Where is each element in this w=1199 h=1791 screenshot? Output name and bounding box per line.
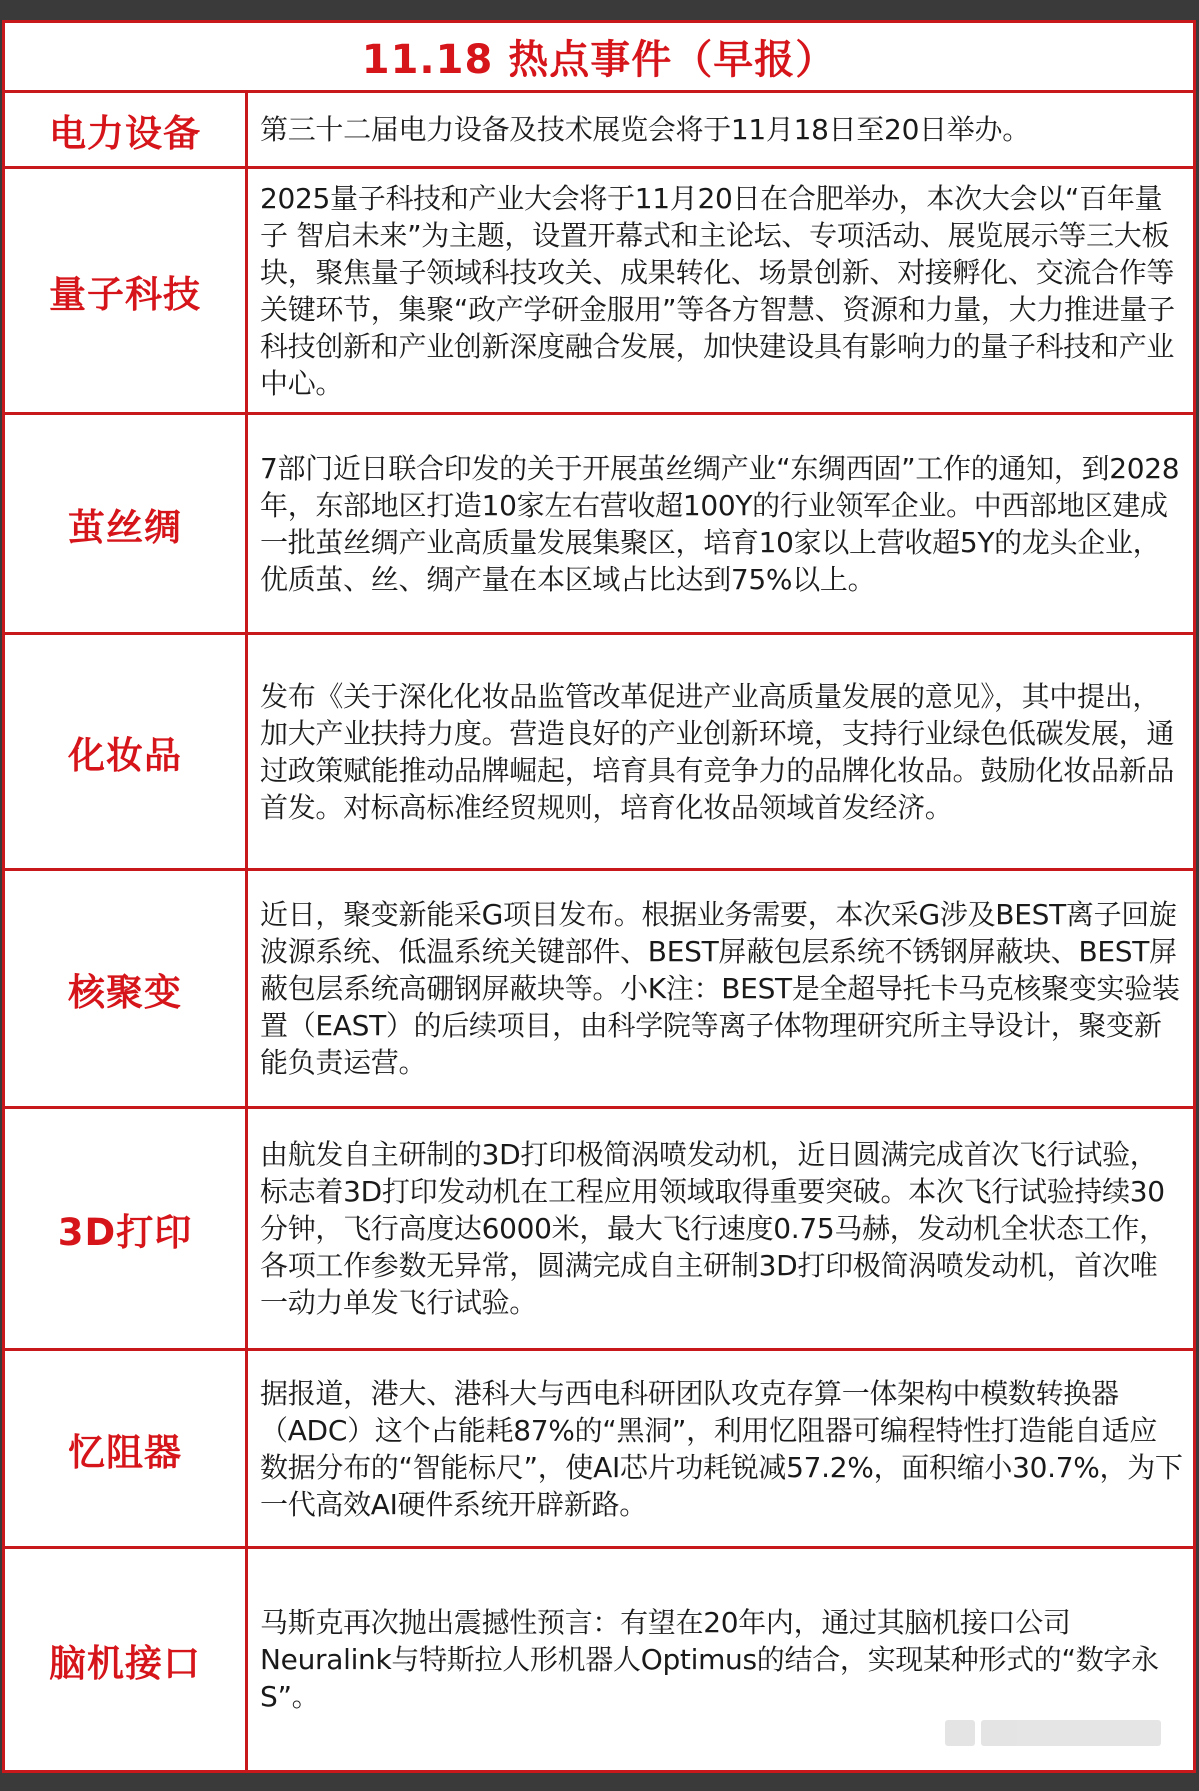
table-row [5,1109,1193,1351]
description-cell [248,635,1193,868]
description-text: 第三十二届电力设备及技术展览会将于11月18日至20日举办。 [260,113,1030,146]
category-cell [5,93,248,166]
description-cell [248,415,1193,632]
category-cell [5,1109,248,1348]
title-row [5,23,1193,93]
category-cell [5,871,248,1106]
category-cell [5,1549,248,1770]
page-title: 11.18 热点事件（早报） [361,37,837,83]
category-label: 化妆品 [68,733,182,777]
description-text: 2025量子科技和产业大会将于11月20日在合肥举办，本次大会以“百年量子 智启未来”为主题，设置开幕式和主论坛、专项活动、展览展示等三大板块，聚焦量子领域科技攻关、成果转化、场景创新、对接孵化、交流合作等关键环节，集聚“政产学研金服用”等各方智慧、资源和力量，大力推进量子科技创新和产业创新深度融合发展，加快建设具有影响力的量子科技和产业中心。 [260,181,1175,400]
description-text: 7部门近日联合印发的关于开展茧丝绸产业“东绸西固”工作的通知，到2028年，东部地区打造10家左右营收超100Y的行业领军企业。中西部地区建成一批茧丝绸产业高质量发展集聚区，培育10家以上营收超5Y的龙头企业，优质茧、丝、绸产量在本区域占比达到75%以上。 [260,451,1180,596]
description-cell [248,93,1193,166]
description-text: 由航发自主研制的3D打印极简涡喷发动机，近日圆满完成首次飞行试验，标志着3D打印发动机在工程应用领域取得重要突破。本次飞行试验持续30分钟，飞行高度达6000米，最大飞行速度0.75马赫，发动机全状态工作，各项工作参数无异常，圆满完成自主研制3D打印极简涡喷发动机，首次唯一动力单发飞行试验。 [260,1138,1167,1319]
category-label: 核聚变 [68,970,182,1014]
description-text: 据报道，港大、港科大与西电科研团队攻克存算一体架构中模数转换器（ADC）这个占能耗87%的“黑洞”，利用忆阻器可编程特性打造能自适应数据分布的“智能标尺”，使AI芯片功耗锐减57.2%，面积缩小30.7%，为下一代高效AI硬件系统开辟新路。 [260,1376,1183,1521]
category-label: 3D打印 [57,1210,193,1254]
description-cell [248,1109,1193,1348]
description-cell [248,871,1193,1106]
description-cell [248,1351,1193,1546]
category-cell [5,635,248,868]
category-cell [5,169,248,412]
watermark-text-block [981,1720,1161,1746]
watermark [945,1718,1175,1748]
category-label: 忆阻器 [68,1430,182,1474]
description-text: 发布《关于深化化妆品监管改革促进产业高质量发展的意见》，其中提出，加大产业扶持力度。营造良好的产业创新环境，支持行业绿色低碳发展，通过政策赋能推动品牌崛起，培育具有竞争力的品牌化妆品。鼓励化妆品新品首发。对标高标准经贸规则，培育化妆品领域首发经济。 [260,679,1175,824]
category-cell [5,1351,248,1546]
category-label: 量子科技 [49,272,201,316]
table-row [5,415,1193,635]
table-row [5,635,1193,871]
category-label: 脑机接口 [49,1641,201,1685]
category-label: 茧丝绸 [68,505,182,549]
description-cell [248,169,1193,412]
watermark-logo [945,1720,975,1746]
table-row [5,1351,1193,1549]
table-row [5,93,1193,169]
table-row [5,871,1193,1109]
table-row [5,169,1193,415]
category-cell [5,415,248,632]
hot-events-table [2,20,1196,1773]
category-label: 电力设备 [49,111,201,155]
description-text: 马斯克再次抛出震撼性预言：有望在20年内，通过其脑机接口公司Neuralink与特斯拉人形机器人Optimus的结合，实现某种形式的“数字永S”。 [260,1606,1159,1713]
description-text: 近日，聚变新能采G项目发布。根据业务需要，本次采G涉及BEST离子回旋波源系统、低温系统关键部件、BEST屏蔽包层系统不锈钢屏蔽块、BEST屏蔽包层系统高硼钢屏蔽块等。小K注：BEST是全超导托卡马克核聚变实验装置（EAST）的后续项目，由科学院等离子体物理研究所主导设计，聚变新能负责运营。 [260,898,1180,1079]
